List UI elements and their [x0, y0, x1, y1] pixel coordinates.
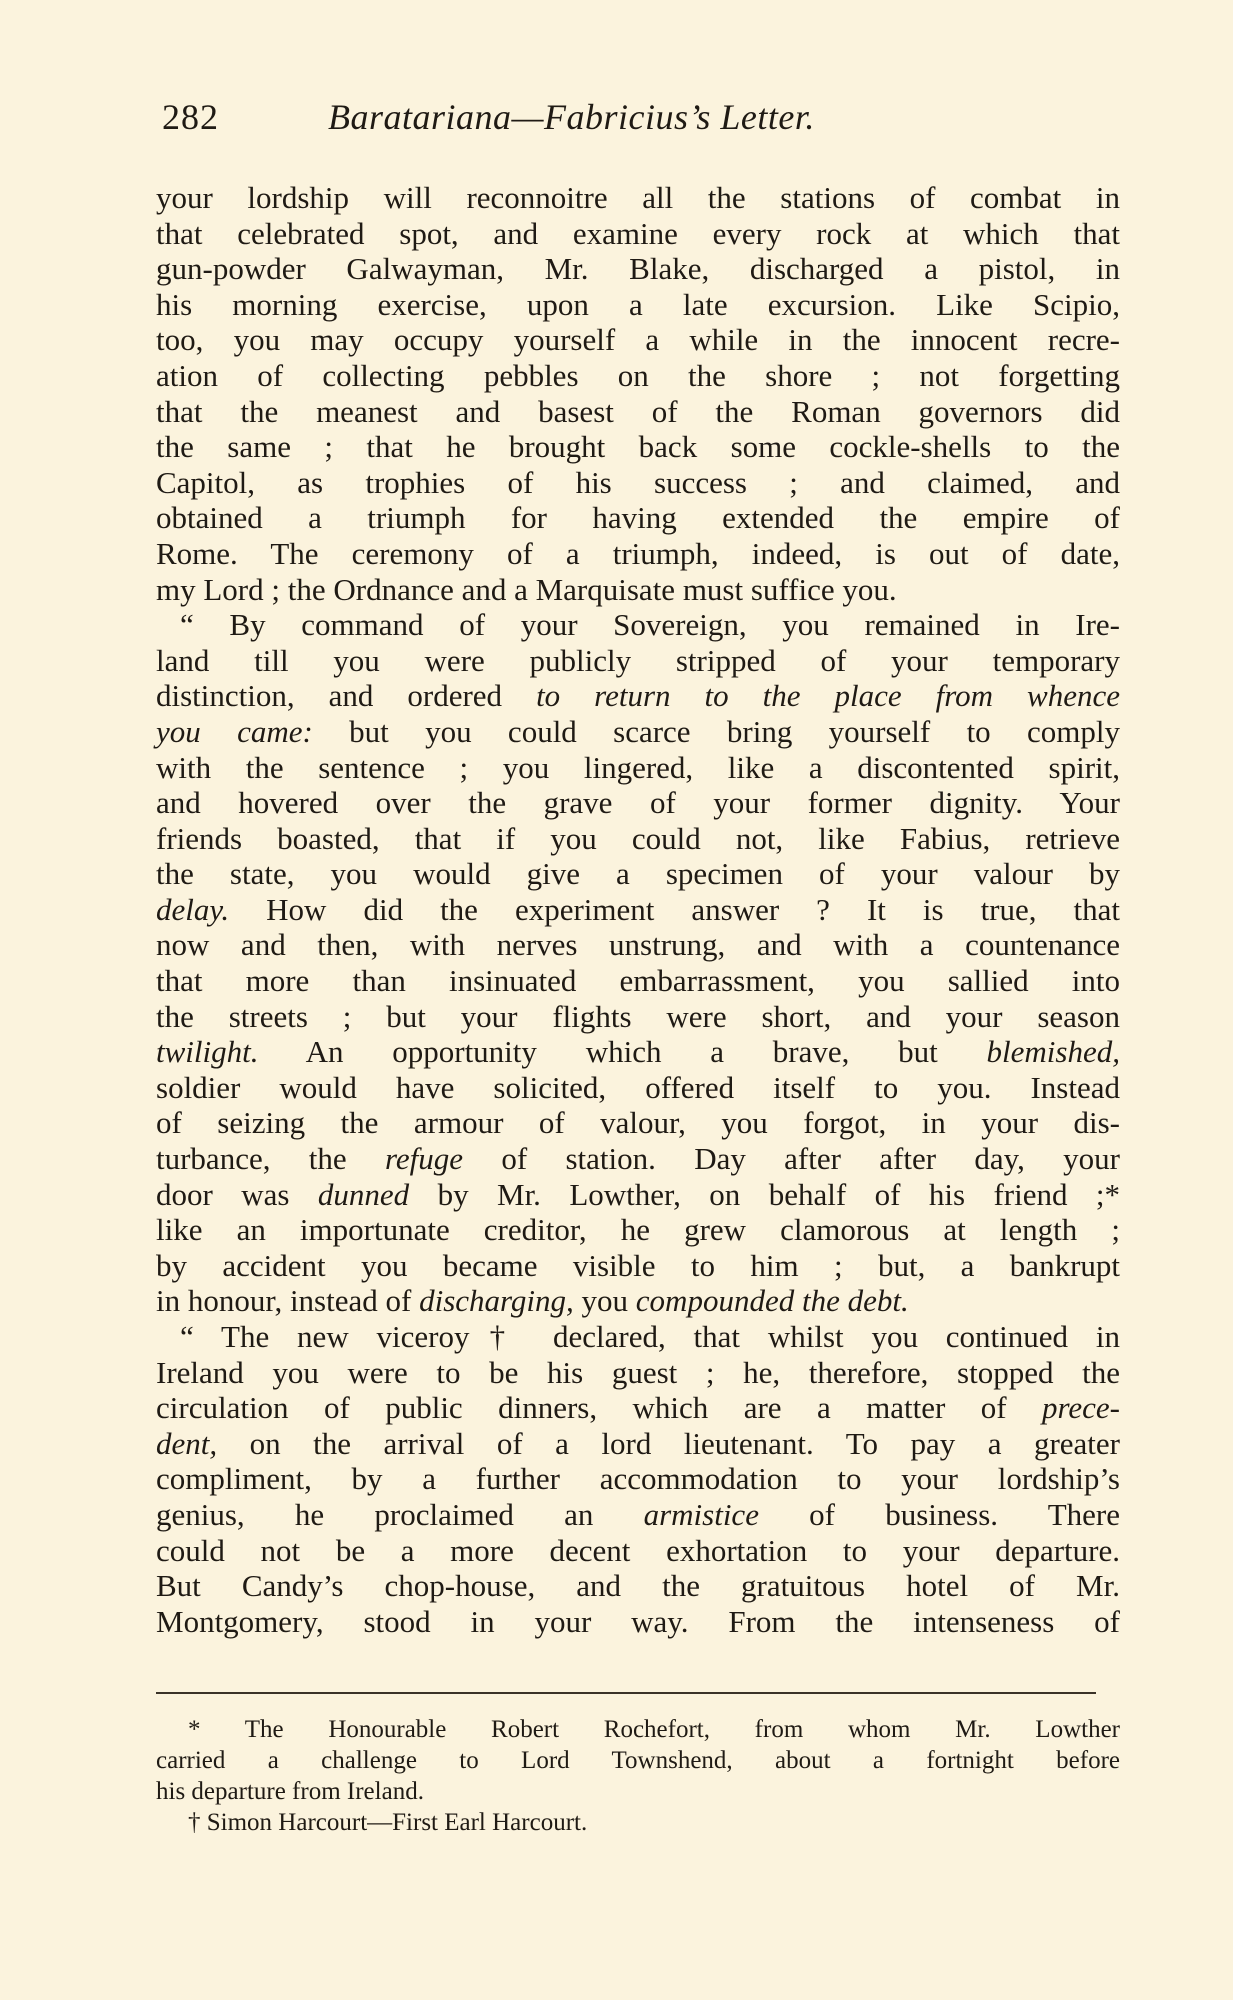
text-line: circulation of public dinners, which are a matter of prece- — [156, 1390, 1120, 1426]
text-line: Montgomery, stood in your way. From the intenseness of — [156, 1603, 1120, 1639]
footnote-line: carried a challenge to Lord Townshend, about a fortnight before — [156, 1747, 1120, 1774]
text-line: obtained a triumph for having extended the empire of — [156, 500, 1120, 536]
text-line: Capitol, as trophies of his success ; and claimed, and — [156, 464, 1120, 500]
text-line: the same ; that he brought back some cockle-shells to the — [156, 429, 1120, 465]
text-line: Ireland you were to be his guest ; he, therefore, stopped the — [156, 1354, 1120, 1390]
text-line: “ The new viceroy† declared, that whilst you continued in — [180, 1319, 1120, 1354]
text-line: his morning exercise, upon a late excursion. Like Scipio, — [156, 286, 1120, 322]
text-line: could not be a more decent exhortation to your departure. — [156, 1532, 1120, 1568]
text-line: like an importunate creditor, he grew clamorous at length ; — [156, 1212, 1120, 1248]
footnote-rule — [156, 1692, 1096, 1694]
text-line: Rome. The ceremony of a triumph, indeed, is out of date, — [156, 535, 1120, 571]
footnote-line: his departure from Ireland. — [156, 1778, 424, 1805]
text-line: delay. How did the experiment answer ? It is true, that — [156, 891, 1120, 927]
footnote-line: * The Honourable Robert Rochefort, from whom Mr. Lowther — [188, 1716, 1120, 1743]
text-line: in honour, instead of discharging, you compounded the debt. — [156, 1283, 909, 1319]
text-line: too, you may occupy yourself a while in the innocent recre- — [156, 322, 1120, 358]
text-line: gun-powder Galwayman, Mr. Blake, discharged a pistol, in — [156, 251, 1120, 287]
text-line: dent, on the arrival of a lord lieutenant. To pay a greater — [156, 1425, 1120, 1461]
text-line: your lordship will reconnoitre all the stations of combat in — [156, 180, 1120, 215]
text-line: friends boasted, that if you could not, like Fabius, retrieve — [156, 820, 1120, 856]
running-title: Baratariana—Fabricius’s Letter. — [328, 97, 815, 137]
footnote-line: † Simon Harcourt—First Earl Harcourt. — [188, 1809, 588, 1836]
text-line: my Lord ; the Ordnance and a Marquisate must suffice you. — [156, 571, 897, 607]
text-line: of seizing the armour of valour, you forgot, in your dis- — [156, 1105, 1120, 1141]
text-line: door was dunned by Mr. Lowther, on behalf of his friend ;* — [156, 1176, 1120, 1212]
text-line: and hovered over the grave of your former dignity. Your — [156, 785, 1120, 821]
text-line: that the meanest and basest of the Roman governors did — [156, 393, 1120, 429]
text-line: with the sentence ; you lingered, like a discontented spirit, — [156, 749, 1120, 785]
text-line: that celebrated spot, and examine every rock at which that — [156, 215, 1120, 251]
text-line: soldier would have solicited, offered itself to you. Instead — [156, 1069, 1120, 1105]
text-line: ation of collecting pebbles on the shore ; not forgetting — [156, 357, 1120, 393]
text-line: twilight. An opportunity which a brave, but blemished, — [156, 1034, 1120, 1070]
body-text — [156, 180, 1120, 1639]
footnotes — [156, 1714, 1120, 1838]
book-page — [156, 96, 1120, 1836]
text-line: that more than insinuated embarrassment, you sallied into — [156, 963, 1120, 999]
text-line: the state, you would give a specimen of your valour by — [156, 856, 1120, 892]
text-line: compliment, by a further accommodation to your lordship’s — [156, 1461, 1120, 1497]
text-line: “ By command of your Sovereign, you remained in Ire- — [180, 607, 1120, 643]
text-line: the streets ; but your flights were short, and your season — [156, 998, 1120, 1034]
text-line: now and then, with nerves unstrung, and with a countenance — [156, 927, 1120, 963]
text-line: distinction, and ordered to return to the place from whence — [156, 678, 1120, 714]
text-line: land till you were publicly stripped of your temporary — [156, 642, 1120, 678]
text-line: turbance, the refuge of station. Day after after day, your — [156, 1141, 1120, 1177]
text-line: by accident you became visible to him ; but, a bankrupt — [156, 1247, 1120, 1283]
text-line: But Candy’s chop-house, and the gratuitous hotel of Mr. — [156, 1568, 1120, 1604]
page-number: 282 — [162, 97, 219, 137]
page-header — [156, 96, 1120, 156]
text-line: genius, he proclaimed an armistice of business. There — [156, 1496, 1120, 1532]
text-line: you came: but you could scarce bring yourself to comply — [156, 713, 1120, 749]
